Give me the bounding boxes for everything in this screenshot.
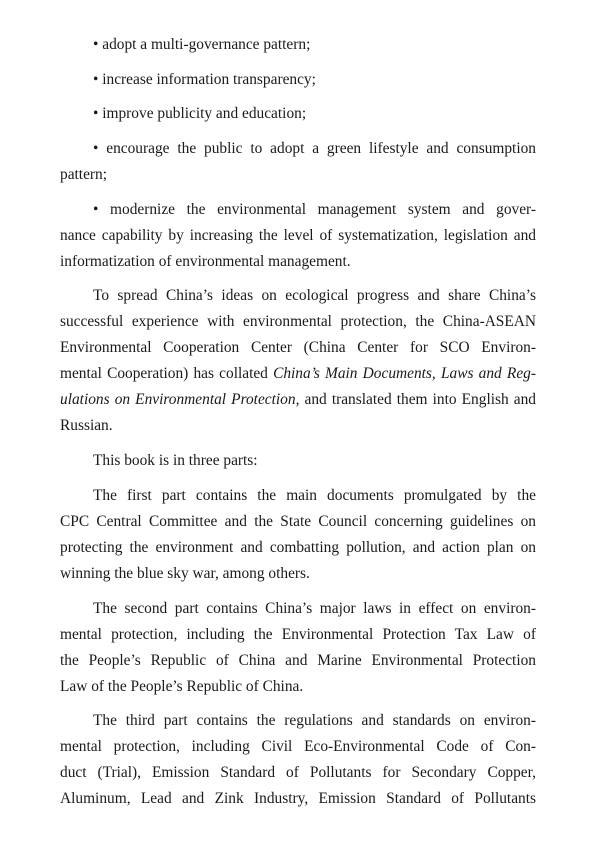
text-line: informatization of environmental management. — [60, 252, 351, 270]
text-line: ulations on Environmental Protection, and translated them into English and — [60, 391, 536, 409]
book-title-italic: ulations on Environmental Protection, — [60, 391, 300, 409]
bullet-information-transparency — [60, 67, 536, 93]
text-line: The second part contains China’s major laws in effect on environ- — [93, 599, 536, 617]
text-line: Aluminum, Lead and Zink Industry, Emission Standard of Pollutants — [60, 790, 536, 808]
text-line: This book is in three parts: — [93, 452, 258, 470]
text-line: mental protection, including the Environmental Protection Tax Law of — [60, 625, 536, 643]
paragraph-spread-ideas — [60, 283, 536, 439]
text-line: The third part contains the regulations and standards on environ- — [93, 712, 536, 730]
text-line: duct (Trial), Emission Standard of Pollutants for Secondary Copper, — [60, 764, 536, 782]
text-line: protecting the environment and combatting pollution, and action plan on — [60, 538, 536, 556]
text-line: the People’s Republic of China and Marine Environmental Protection — [60, 651, 536, 669]
text-line: nance capability by increasing the level of systematization, legislation and — [60, 226, 536, 244]
paragraph-third-part — [60, 708, 536, 812]
document-body — [60, 32, 536, 812]
bullet-publicity-education — [60, 101, 536, 127]
paragraph-first-part — [60, 483, 536, 587]
text-line: mental protection, including Civil Eco-Environmental Code of Con- — [60, 738, 536, 756]
text-line: The first part contains the main documents promulgated by the — [93, 486, 536, 504]
text-line: Environmental Cooperation Center (China Center for SCO Environ- — [60, 339, 536, 357]
text-line: pattern; — [60, 166, 108, 184]
text-line: successful experience with environmental protection, the China-ASEAN — [60, 313, 536, 331]
text-line: Law of the People’s Republic of China. — [60, 677, 304, 695]
text-line: CPC Central Committee and the State Council concerning guidelines on — [60, 512, 536, 530]
text-line: winning the blue sky war, among others. — [60, 564, 310, 582]
text-line: mental Cooperation) has collated China’s Main Documents, Laws and Reg- — [60, 365, 536, 383]
book-title-italic: China’s Main Documents, Laws and Reg- — [273, 365, 536, 383]
paragraph-second-part — [60, 596, 536, 700]
text-line: Russian. — [60, 417, 113, 435]
bullet-modernize-management — [60, 197, 536, 275]
text-line: • modernize the environmental management system and gover- — [93, 200, 536, 218]
bullet-multi-governance — [60, 32, 536, 58]
text-line: To spread China’s ideas on ecological progress and share China’s — [93, 287, 536, 305]
text-line: • improve publicity and education; — [93, 105, 307, 123]
text-line: • adopt a multi-governance pattern; — [93, 36, 311, 53]
paragraph-three-parts — [60, 448, 536, 474]
text-line: • increase information transparency; — [93, 70, 316, 88]
text-line: • encourage the public to adopt a green lifestyle and consumption — [93, 140, 536, 158]
bullet-green-lifestyle — [60, 136, 536, 188]
